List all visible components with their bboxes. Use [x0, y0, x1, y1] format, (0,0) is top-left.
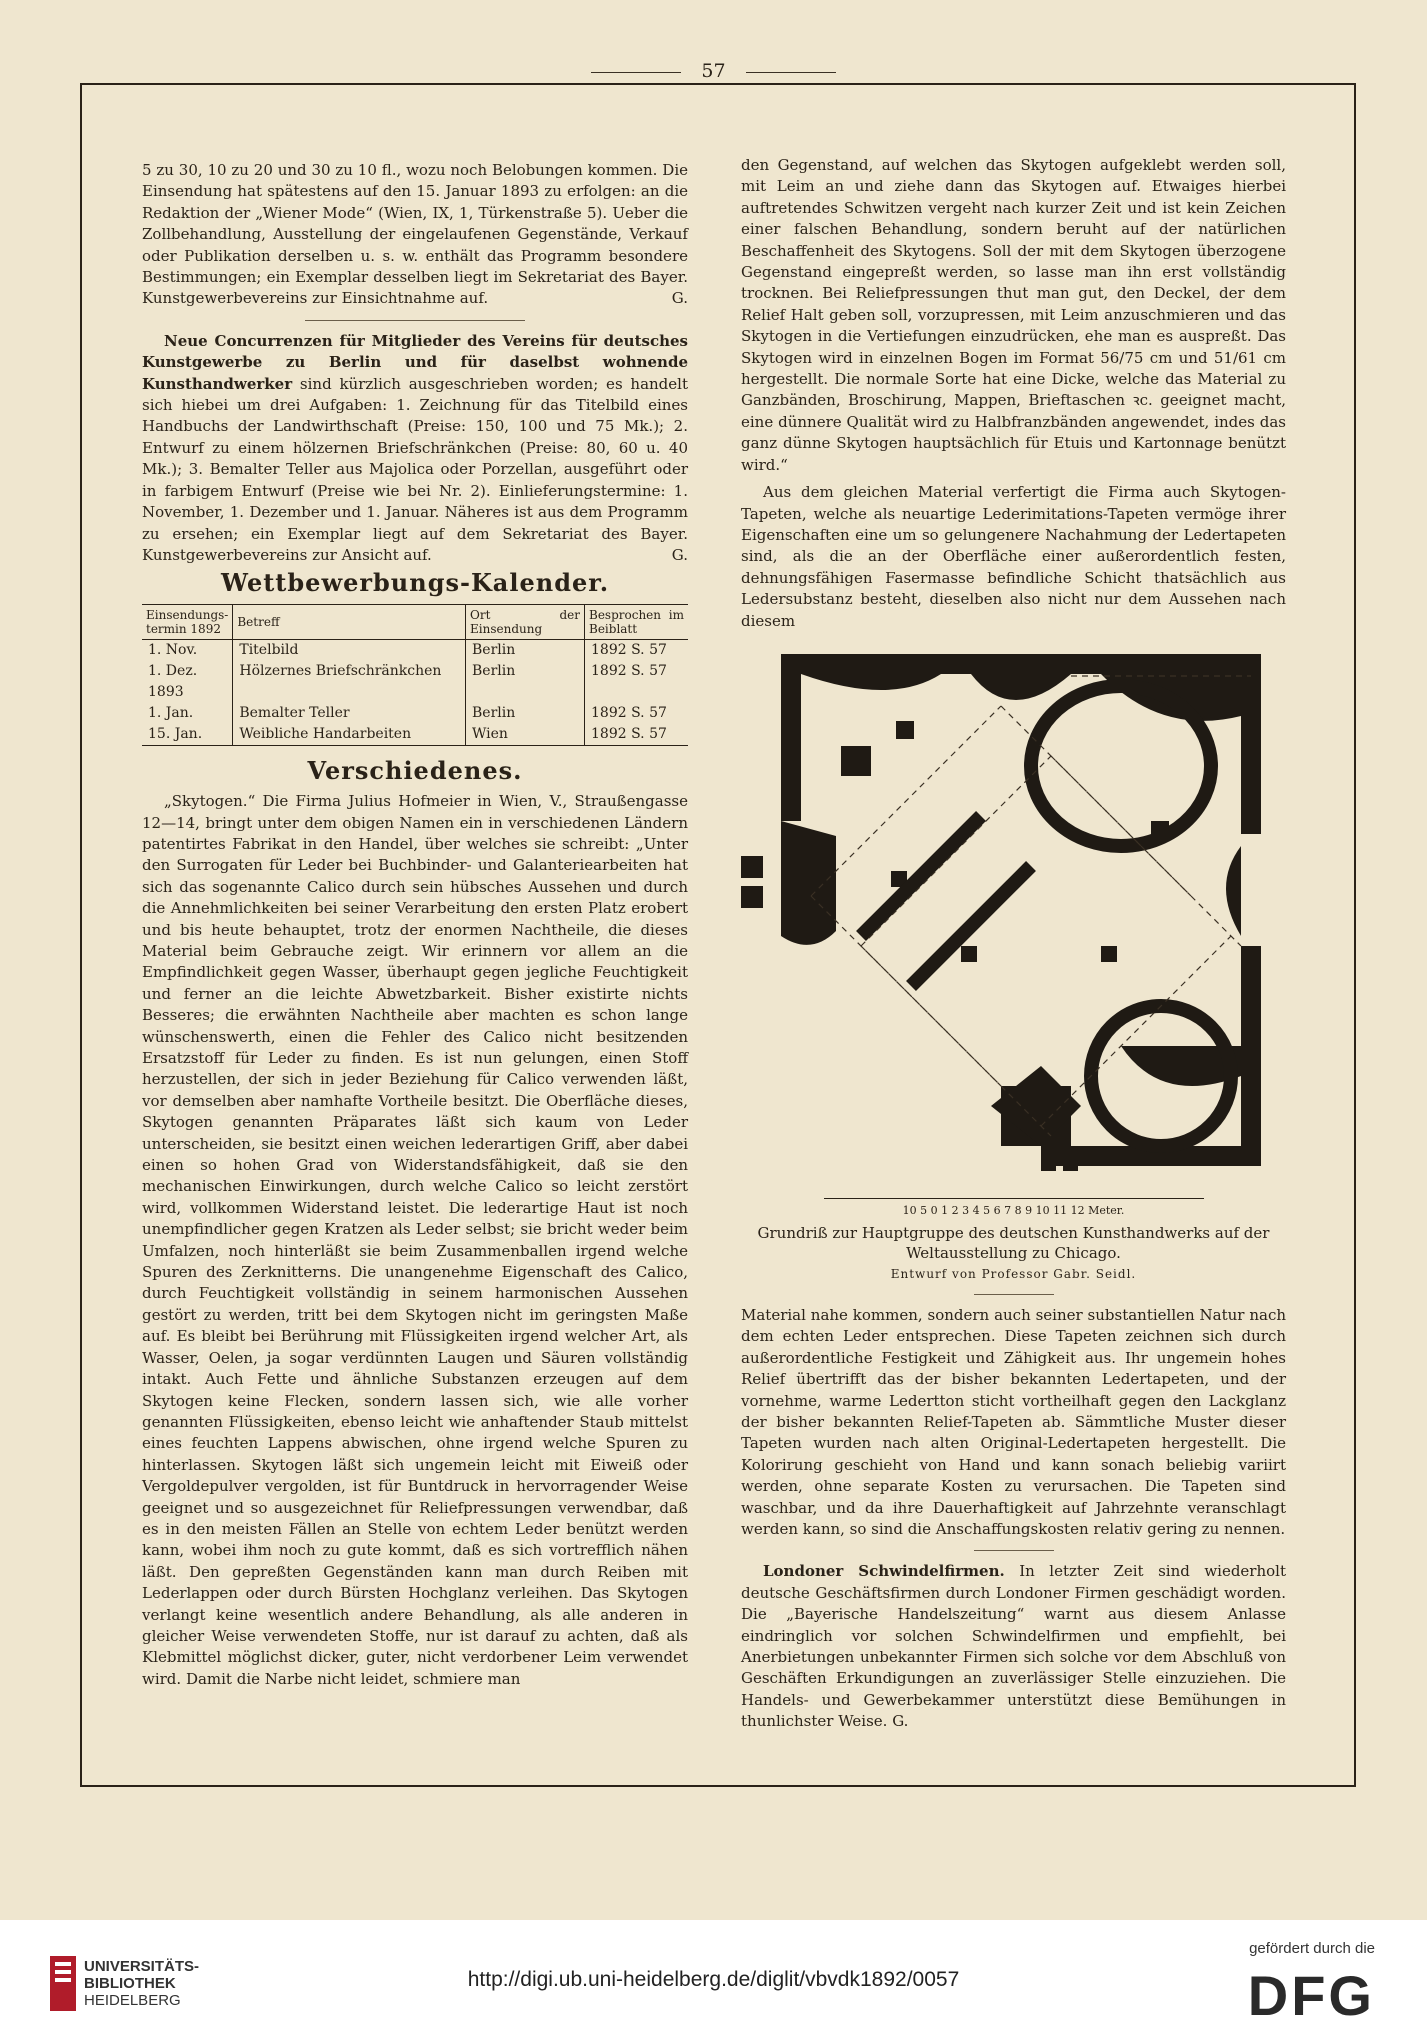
cell-date: 1893 — [148, 683, 184, 700]
floor-plan-figure — [741, 646, 1286, 1194]
cell-reference: 1892 S. 57 — [585, 703, 689, 724]
concurrences-title: Neue Concurrenzen für Mitglieder des Vereins für deutsches Kunstgewerbe zu Berlin und für daselbst wohnende Kunsthandwerker — [142, 331, 688, 393]
cell-date: 1. Nov. — [148, 641, 198, 658]
separator — [305, 320, 525, 321]
concurrences-text: Neue Concurrenzen für Mitglieder des Vereins für deutsches Kunstgewerbe zu Berlin und für daselbst wohnende Kunsthandwerker sind kürzlich ausgeschrieben worden; es handelt sich hiebei um drei Aufgaben: 1. Zeichnung für das Titelbild eines Handbuchs der Landwirthschaft (Preise: 150, 100 und 75 Mk.); 2. Entwurf zu einem hölzernen Briefschränkchen (Preise: 80, 60 u. 40 Mk.); 3. Bemalter Teller aus Majolica oder Porzellan, ausgeführt oder in farbigem Entwurf (Preise wie bei Nr. 2). Einlieferungstermine: 1. November, 1. Dezember und 1. Januar. Näheres ist aus dem Programm zu ersehen; ein Exemplar liegt auf dem Sekretariat des Bayer. Kunstgewerbevereins zur Ansicht auf. G. — [142, 331, 688, 566]
skytogen-text: „Skytogen.“ Die Firma Julius Hofmeier in Wien, V., Straußengasse 12—14, bringt unter dem obigen Namen ein in verschiedenen Ländern patentirtes Fabrikat in den Handel, über welches sie schreibt: „Unter den Surrogaten für Leder bei Buchbinder- und Galanteriearbeiten hat sich das sogenannte Calico durch sein hübsches Aussehen und durch die Annehmlichkeiten bei seiner Verarbeitung den ersten Platz erobert und bis heute behauptet, trotz der enormen Nachtheile, die dieses Material beim Gebrauche zeigt. Wir erinnern vor allem an die Empfindlichkeit gegen Wasser, überhaupt gegen jegliche Feuchtigkeit und ferner an die leichte Abwetzbarkeit. Bisher existirte nichts Besseres; die erwähnten Nachtheile aber machten es schon lange wünschenswerth, einen die Fehler des Calico nicht besitzenden Ersatzstoff für Leder zu finden. Es ist nun gelungen, einen Stoff herzustellen, der sich in jeder Beziehung für Calico verwenden läßt, vor demselben aber namhafte Vortheile besitzt. Die Oberfläche dieses, Skytogen genannten Präparates läßt sich kaum von Leder unterscheiden, sie besitzt einen weichen lederartigen Griff, aber dabei einen so hohen Grad von Widerstandsfähigkeit, daß sie den mechanischen Einwirkungen, durch welche Calico so leicht zerstört wird, vollkommen Widerstand leistet. Die lederartige Haut ist noch unempfindlicher gegen Kratzen als Leder selbst; sie bricht weder beim Umfalzen, noch hinterläßt sie beim Zusammenballen irgend welche Spuren des Zerknitterns. Die unangenehme Eigenschaft des Calico, durch Feuchtigkeit vollständig in seinem harmonischen Aussehen gestört zu werden, tritt bei dem Skytogen nicht im geringsten Maße auf. Es bleibt bei Berührung mit Flüssigkeiten irgend welcher Art, als Wasser, Oelen, ja sogar verdünnten Laugen und Säuren vollständig intakt. Auch Fette und ähnliche Substanzen erzeugen auf dem Skytogen keine Flecken, sondern lassen sich, wie alle vorher genannten Flüssigkeiten, ebenso leicht wie anhaftender Staub mittelst eines feuchten Lappens abwischen, ohne irgend welche Spuren zu hinterlassen. Skytogen läßt sich ungemein leicht mit Eiweiß oder Vergoldepulver vergolden, ist für Buntdruck in hervorragender Weise geeignet und so ausgezeichnet für Reliefpressungen verwendbar, daß es in den meisten Fällen an Stelle von echtem Leder benützt werden kann, wobei ihm noch zu gute kommt, daß es sich vortrefflich nähen läßt. Den gepreßten Gegenständen kann man durch Reiben mit Lederlappen oder durch Bürsten Hochglanz verleihen. Das Skytogen verlangt keine wesentlich andere Behandlung, als alle anderen in gleicher Weise verwendeten Stoffe, nur ist darauf zu achten, daß als Klebmittel möglichst dicker, guter, nicht verdorbener Leim verwendet wird. Damit die Narbe nicht leidet, schmiere man — [142, 792, 688, 1688]
scale-label: 10 5 0 1 2 3 4 5 6 7 8 9 10 11 12 Meter. — [902, 1203, 1125, 1217]
cell-subject: Titelbild — [233, 639, 466, 661]
cell-place: Wien — [466, 724, 585, 746]
cell-date: 1. Dez. — [148, 662, 198, 679]
library-name-line: HEIDELBERG — [84, 1992, 181, 2009]
library-name-line: UNIVERSITÄTS- — [84, 1958, 200, 1975]
cell-date: 1. Jan. — [148, 704, 194, 721]
calendar-table — [142, 604, 688, 746]
figure-caption — [741, 1223, 1286, 1284]
cell-place: Berlin — [466, 639, 585, 661]
floor-plan-drawing — [741, 646, 1286, 1194]
tapeten-text: Aus dem gleichen Material verfertigt die Firma auch Skytogen-Tapeten, welche als neuartige Lederimitations-Tapeten vermöge ihrer Eigenschaften eine um so gelungenere Nachahmung der Ledertapeten sind, als die an der Oberfläche einer außerordentlich festen, dehnungsfähigen Fasermasse befindliche Schicht thatsächlich aus Ledersubstanz besteht, dieselben also nicht nur dem Aussehen nach diesem — [741, 483, 1286, 630]
cell-subject — [233, 682, 466, 703]
table-row — [142, 703, 688, 724]
table-row — [142, 639, 688, 661]
table-row — [142, 724, 688, 746]
header-subject: Betreff — [233, 604, 466, 639]
header-place: Ort der Einsendung — [466, 604, 585, 639]
table-row — [142, 682, 688, 703]
dfg-logo: DFG — [1247, 1964, 1375, 2027]
caption-title: Grundriß zur Hauptgruppe des deutschen Kunsthandwerks auf der Weltausstellung zu Chicago. — [757, 1223, 1270, 1262]
signature: G. — [892, 1712, 909, 1731]
cell-subject: Weibliche Handarbeiten — [233, 724, 466, 746]
section-title: Verschiedenes. — [307, 755, 523, 785]
signature: G. — [671, 545, 688, 564]
cell-place: Berlin — [466, 703, 585, 724]
table-row — [142, 661, 688, 682]
cell-reference — [585, 682, 689, 703]
header-rule-right — [746, 72, 836, 73]
footer-bar — [0, 1920, 1427, 2039]
cell-reference: 1892 S. 57 — [585, 661, 689, 682]
calendar-header-row — [142, 604, 688, 639]
page-header — [0, 60, 1427, 82]
source-url[interactable]: http://digi.ub.uni-heidelberg.de/diglit/vbvdk1892/0057 — [467, 1968, 960, 1991]
header-date: Einsendungs-termin 1892 — [142, 604, 233, 639]
calendar-title: Wettbewerbungs-Kalender. — [220, 568, 610, 598]
signature: G. — [671, 289, 688, 308]
competition-text: 5 zu 30, 10 zu 20 und 30 zu 10 fl., wozu noch Belobungen kommen. Die Einsendung hat spätestens auf den 15. Januar 1893 zu erfolgen: an die Redaktion der „Wiener Mode“ (Wien, IX, 1, Türkenstraße 5). Ueber die Zollbehandlung, Ausstellung der eingelaufenen Gegenstände, Verkauf oder Publikation derselben u. s. w. enthält das Programm besondere Bestimmungen; ein Exemplar desselben liegt im Sekretariat des Bayer. Kunstgewerbevereins zur Einsichtnahme auf. G. — [142, 160, 688, 310]
right-column — [741, 155, 1286, 1739]
header-rule-left — [591, 72, 681, 73]
library-name-line: BIBLIOTHEK — [84, 1975, 176, 1992]
skytogen-text-continued: den Gegenstand, auf welchen das Skytogen aufgeklebt werden soll, mit Leim an und ziehe dann das Skytogen auf. Etwaiges hierbei auftretendes Schwitzen vergeht nach kurzer Zeit und ist kein Zeichen einer falschen Behandlung, sondern beruht auf der natürlichen Beschaffenheit des Skytogens. Soll der mit dem Skytogen überzogene Gegenstand eingepreßt werden, so lasse man ihn erst vollständig trocknen. Bei Reliefpressungen thut man gut, den Deckel, der dem Relief Halt geben soll, vorzupressen, mit Leim anzuschmieren und das Skytogen in die Vertiefungen einzudrücken, ehe man es auspreßt. Das Skytogen wird in einzelnen Bogen im Format 56/75 cm und 51/61 cm hergestellt. Die normale Sorte hat eine Dicke, welche das Material zu Ganzbänden, Broschirung, Mappen, Brieftaschen ꝛc. geeignet macht, eine dünnere Qualität wird zu Halbfranzbänden angewendet, indes das ganz dünne Skytogen hauptsächlich für Etuis und Kartonnage benützt wird.“ — [741, 156, 1286, 474]
scale-bar — [824, 1198, 1204, 1199]
cell-subject: Hölzernes Briefschränkchen — [233, 661, 466, 682]
header-reference: Besprochen im Beiblatt — [585, 604, 689, 639]
page-number: 57 — [701, 60, 726, 82]
left-column — [142, 160, 688, 1696]
cell-place: Berlin — [466, 661, 585, 682]
separator — [974, 1294, 1054, 1295]
cell-subject: Bemalter Teller — [233, 703, 466, 724]
cell-place — [466, 682, 585, 703]
cell-reference: 1892 S. 57 — [585, 724, 689, 746]
separator — [974, 1550, 1054, 1551]
tapeten-text-continued: Material nahe kommen, sondern auch seiner substantiellen Natur nach dem echten Leder entsprechen. Diese Tapeten zeichnen sich durch außerordentliche Festigkeit und Zähigkeit aus. Ihr ungemein hohes Relief übertrifft das der bisher bekannten Ledertapeten, und der vornehme, warme Ledertton sticht vortheilhaft gegen den Lackglanz der bisher bekannten Relief-Tapeten ab. Sämmtliche Muster dieser Tapeten wurden nach alten Original-Ledertapeten hergestellt. Die Kolorirung geschieht von Hand und kann sonach beliebig variirt werden, ohne separate Kosten zu verursachen. Die Tapeten sind waschbar, und da ihre Dauerhaftigkeit auf Jahrzehnte veranschlagt werden kann, so sind die Anschaffungskosten relativ gering zu nennen. — [741, 1305, 1286, 1538]
london-text: Londoner Schwindelfirmen. In letzter Zeit sind wiederholt deutsche Geschäftsfirmen durch Londoner Firmen geschädigt worden. Die „Bayerische Handelszeitung“ warnt aus diesem Anlasse eindringlich vor solchen Schwindelfirmen und empfiehlt, bei Anerbietungen unbekannter Firmen sich solche vor dem Abschluß von Geschäften Erkundigungen an zuverlässiger Stelle einzuziehen. Die Handels- und Gewerbekammer unterstützt diese Bemühungen in thunlichster Weise. G. — [741, 1562, 1286, 1731]
figure-scale — [741, 1198, 1286, 1221]
london-title: Londoner Schwindelfirmen. — [763, 1562, 1005, 1581]
caption-credit: Entwurf von Professor Gabr. Seidl. — [890, 1266, 1137, 1281]
funding-label: gefördert durch die — [1249, 1940, 1375, 1957]
cell-reference: 1892 S. 57 — [585, 639, 689, 661]
cell-date: 15. Jan. — [142, 724, 233, 746]
